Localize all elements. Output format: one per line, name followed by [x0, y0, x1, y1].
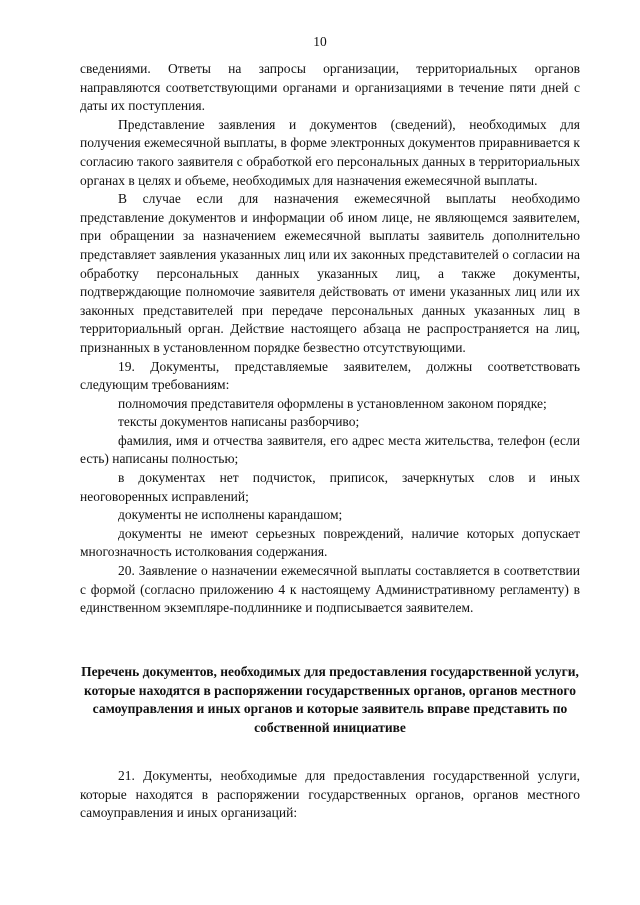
- paragraph-electronic-consent: Представление заявления и документов (сведений), необходимых для получения ежемесячной выплаты, в форме электронных документов приравнивается к согласию такого заявителя с обработкой его персональных данных в территориальных органах в целях и объеме, необходимых для назначения ежемесячной выплаты.: [80, 116, 580, 188]
- document-body-continued: [80, 767, 580, 823]
- paragraph-other-persons: В случае если для назначения ежемесячной выплаты необходимо представление документов и информации об ином лице, не являющемся заявителем, при обращении за назначением ежемесячной выплаты заявитель дополнительно представляет заявления указанных лиц или их законных представителей о согласии на обработку персональных данных указанных лиц, а также документы, подтверждающие полномочие заявителя действовать от имени указанных лиц или их законных представителей при передаче персональных данных указанных лиц в территориальный орган. Действие настоящего абзаца не распространяется на лиц, признанных в установленном порядке безвестно отсутствующими.: [80, 191, 580, 355]
- requirement-item: в документах нет подчисток, приписок, зачеркнутых слов и иных неоговоренных исправлений;: [80, 470, 580, 504]
- paragraph-20: 20. Заявление о назначении ежемесячной выплаты составляется в соответствии с формой (согласно приложению 4 к настоящему Административному регламенту) в единственном экземпляре-подлиннике и подписывается заявителем.: [80, 563, 580, 616]
- document-body: [80, 60, 580, 618]
- paragraph-19: 19. Документы, представляемые заявителем, должны соответствовать следующим требованиям:: [80, 358, 580, 393]
- section-heading: Перечень документов, необходимых для предоставления государственной услуги, которые находятся в распоряжении государственных органов, органов местного самоуправления и иных органов и которые заявитель вправе представить по собственной инициативе: [81, 664, 579, 735]
- requirement-item: тексты документов написаны разборчиво;: [118, 414, 360, 430]
- paragraph-continuation: сведениями. Ответы на запросы организации, территориальных органов направляются соответствующими органами и организациями в течение пяти дней с даты их поступления.: [80, 61, 580, 114]
- requirement-item: документы не имеют серьезных повреждений, наличие которых допускает многозначность истолкования содержания.: [80, 525, 580, 560]
- requirement-item: документы не исполнены карандашом;: [118, 507, 343, 523]
- paragraph-21: 21. Документы, необходимые для предоставления государственной услуги, которые находятся в распоряжении государственных органов, органов местного самоуправления и иных организаций:: [80, 768, 580, 821]
- requirement-item: фамилия, имя и отчества заявителя, его адрес места жительства, телефон (если есть) написаны полностью;: [80, 432, 580, 467]
- page-number: 10: [313, 34, 327, 49]
- requirement-item: полномочия представителя оформлены в установленном законом порядке;: [118, 395, 547, 411]
